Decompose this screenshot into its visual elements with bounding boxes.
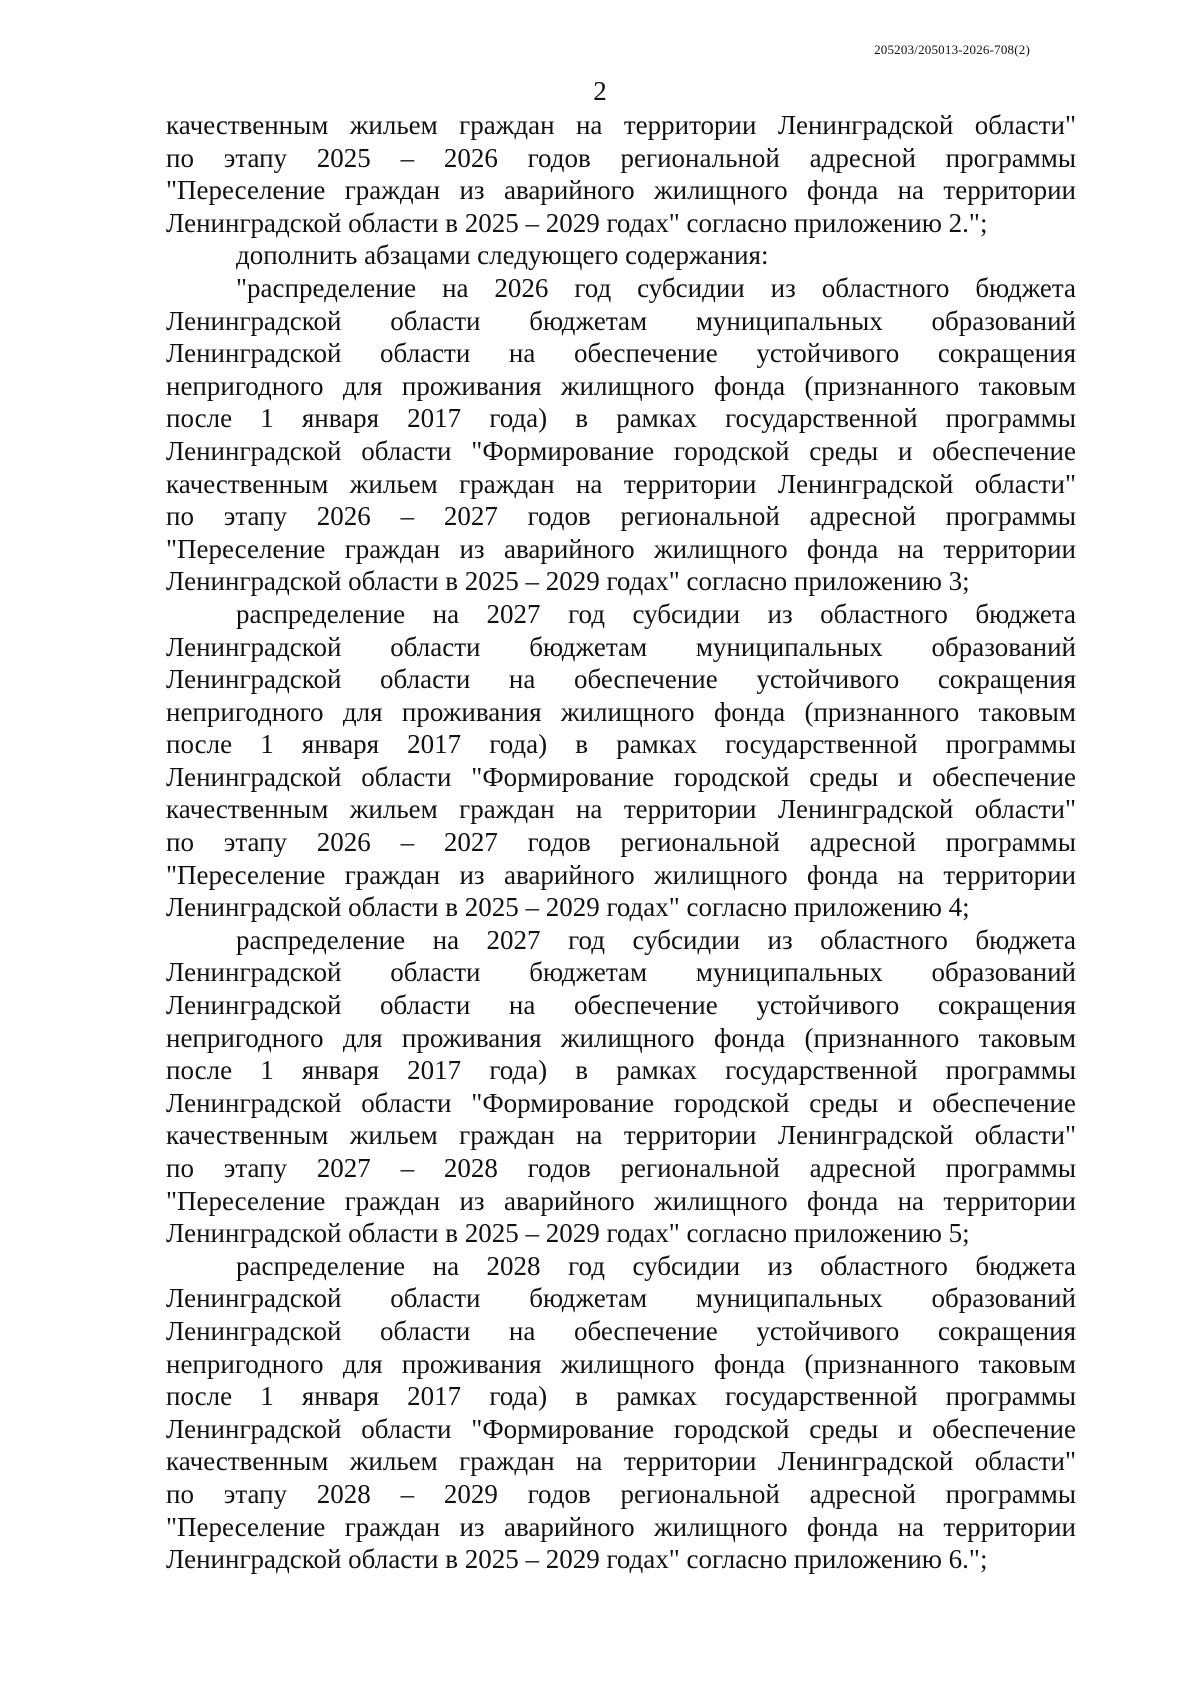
text-line: Ленинградской области "Формирование городской среды и обеспечение (166, 761, 1076, 792)
paragraph (166, 598, 1076, 924)
text-line: Ленинградской области в 2025 – 2029 годах" согласно приложению 3; (166, 566, 970, 597)
text-line: Ленинградской области "Формирование городской среды и обеспечение (166, 1087, 1076, 1118)
document-body (166, 109, 1076, 1576)
text-line: "Переселение граждан из аварийного жилищного фонда на территории (166, 1511, 1076, 1542)
text-line: Ленинградской области на обеспечение устойчивого сокращения (166, 338, 1076, 369)
text-line: по этапу 2026 – 2027 годов региональной адресной программы (166, 827, 1076, 858)
document-number: 205203/205013-2026-708(2) (874, 42, 1030, 57)
text-line: Ленинградской области бюджетам муниципальных образований (166, 631, 1076, 662)
text-line: Ленинградской области бюджетам муниципальных образований (166, 957, 1076, 988)
paragraph (166, 924, 1076, 1250)
text-line: распределение на 2028 год субсидии из областного бюджета (236, 1250, 1076, 1281)
text-line: непригодного для проживания жилищного фонда (признанного таковым (166, 370, 1076, 401)
text-line: "Переселение граждан из аварийного жилищного фонда на территории (166, 859, 1076, 890)
text-line: "Переселение граждан из аварийного жилищного фонда на территории (166, 175, 1076, 206)
paragraph (166, 239, 1076, 272)
text-line: Ленинградской области в 2025 – 2029 годах" согласно приложению 6."; (166, 1544, 988, 1575)
text-line: по этапу 2026 – 2027 годов региональной адресной программы (166, 501, 1076, 532)
text-line: после 1 января 2017 года) в рамках государственной программы (166, 729, 1076, 760)
text-line: "Переселение граждан из аварийного жилищного фонда на территории (166, 533, 1076, 564)
text-line: качественным жильем граждан на территории Ленинградской области" (166, 794, 1076, 825)
text-line: Ленинградской области бюджетам муниципальных образований (166, 305, 1076, 336)
text-line: по этапу 2028 – 2029 годов региональной адресной программы (166, 1478, 1076, 1509)
text-line: Ленинградской области на обеспечение устойчивого сокращения (166, 664, 1076, 695)
paragraph (166, 109, 1076, 239)
text-line: по этапу 2027 – 2028 годов региональной адресной программы (166, 1153, 1076, 1183)
text-line: после 1 января 2017 года) в рамках государственной программы (166, 1381, 1076, 1412)
page-number: 2 (593, 76, 607, 106)
text-line: по этапу 2025 – 2026 годов региональной адресной программы (166, 142, 1076, 173)
text-line: качественным жильем граждан на территории Ленинградской области" (166, 1120, 1076, 1151)
text-line: качественным жильем граждан на территории Ленинградской области" (166, 1446, 1076, 1477)
text-line: Ленинградской области в 2025 – 2029 годах" согласно приложению 5; (166, 1218, 970, 1249)
text-line: после 1 января 2017 года) в рамках государственной программы (166, 1055, 1076, 1086)
text-line: Ленинградской области в 2025 – 2029 годах" согласно приложению 2."; (166, 207, 988, 238)
text-line: качественным жильем граждан на территории Ленинградской области" (166, 110, 1076, 140)
paragraph (166, 1250, 1076, 1576)
text-line: "распределение на 2026 год субсидии из областного бюджета (236, 272, 1076, 303)
text-line: непригодного для проживания жилищного фонда (признанного таковым (166, 696, 1076, 727)
text-line: после 1 января 2017 года) в рамках государственной программы (166, 403, 1076, 434)
text-line: Ленинградской области бюджетам муниципальных образований (166, 1283, 1076, 1314)
text-line: Ленинградской области на обеспечение устойчивого сокращения (166, 990, 1076, 1021)
text-line: непригодного для проживания жилищного фонда (признанного таковым (166, 1348, 1076, 1379)
text-line: непригодного для проживания жилищного фонда (признанного таковым (166, 1022, 1076, 1053)
text-line: качественным жильем граждан на территории Ленинградской области" (166, 468, 1076, 499)
paragraph (166, 272, 1076, 598)
text-line: распределение на 2027 год субсидии из областного бюджета (236, 598, 1076, 629)
text-line: "Переселение граждан из аварийного жилищного фонда на территории (166, 1185, 1076, 1216)
text-line: Ленинградской области на обеспечение устойчивого сокращения (166, 1315, 1076, 1346)
text-line: Ленинградской области "Формирование городской среды и обеспечение (166, 1413, 1076, 1444)
text-line: распределение на 2027 год субсидии из областного бюджета (236, 924, 1076, 955)
text-line: дополнить абзацами следующего содержания: (236, 240, 769, 271)
text-line: Ленинградской области "Формирование городской среды и обеспечение (166, 435, 1076, 466)
text-line: Ленинградской области в 2025 – 2029 годах" согласно приложению 4; (166, 892, 970, 923)
